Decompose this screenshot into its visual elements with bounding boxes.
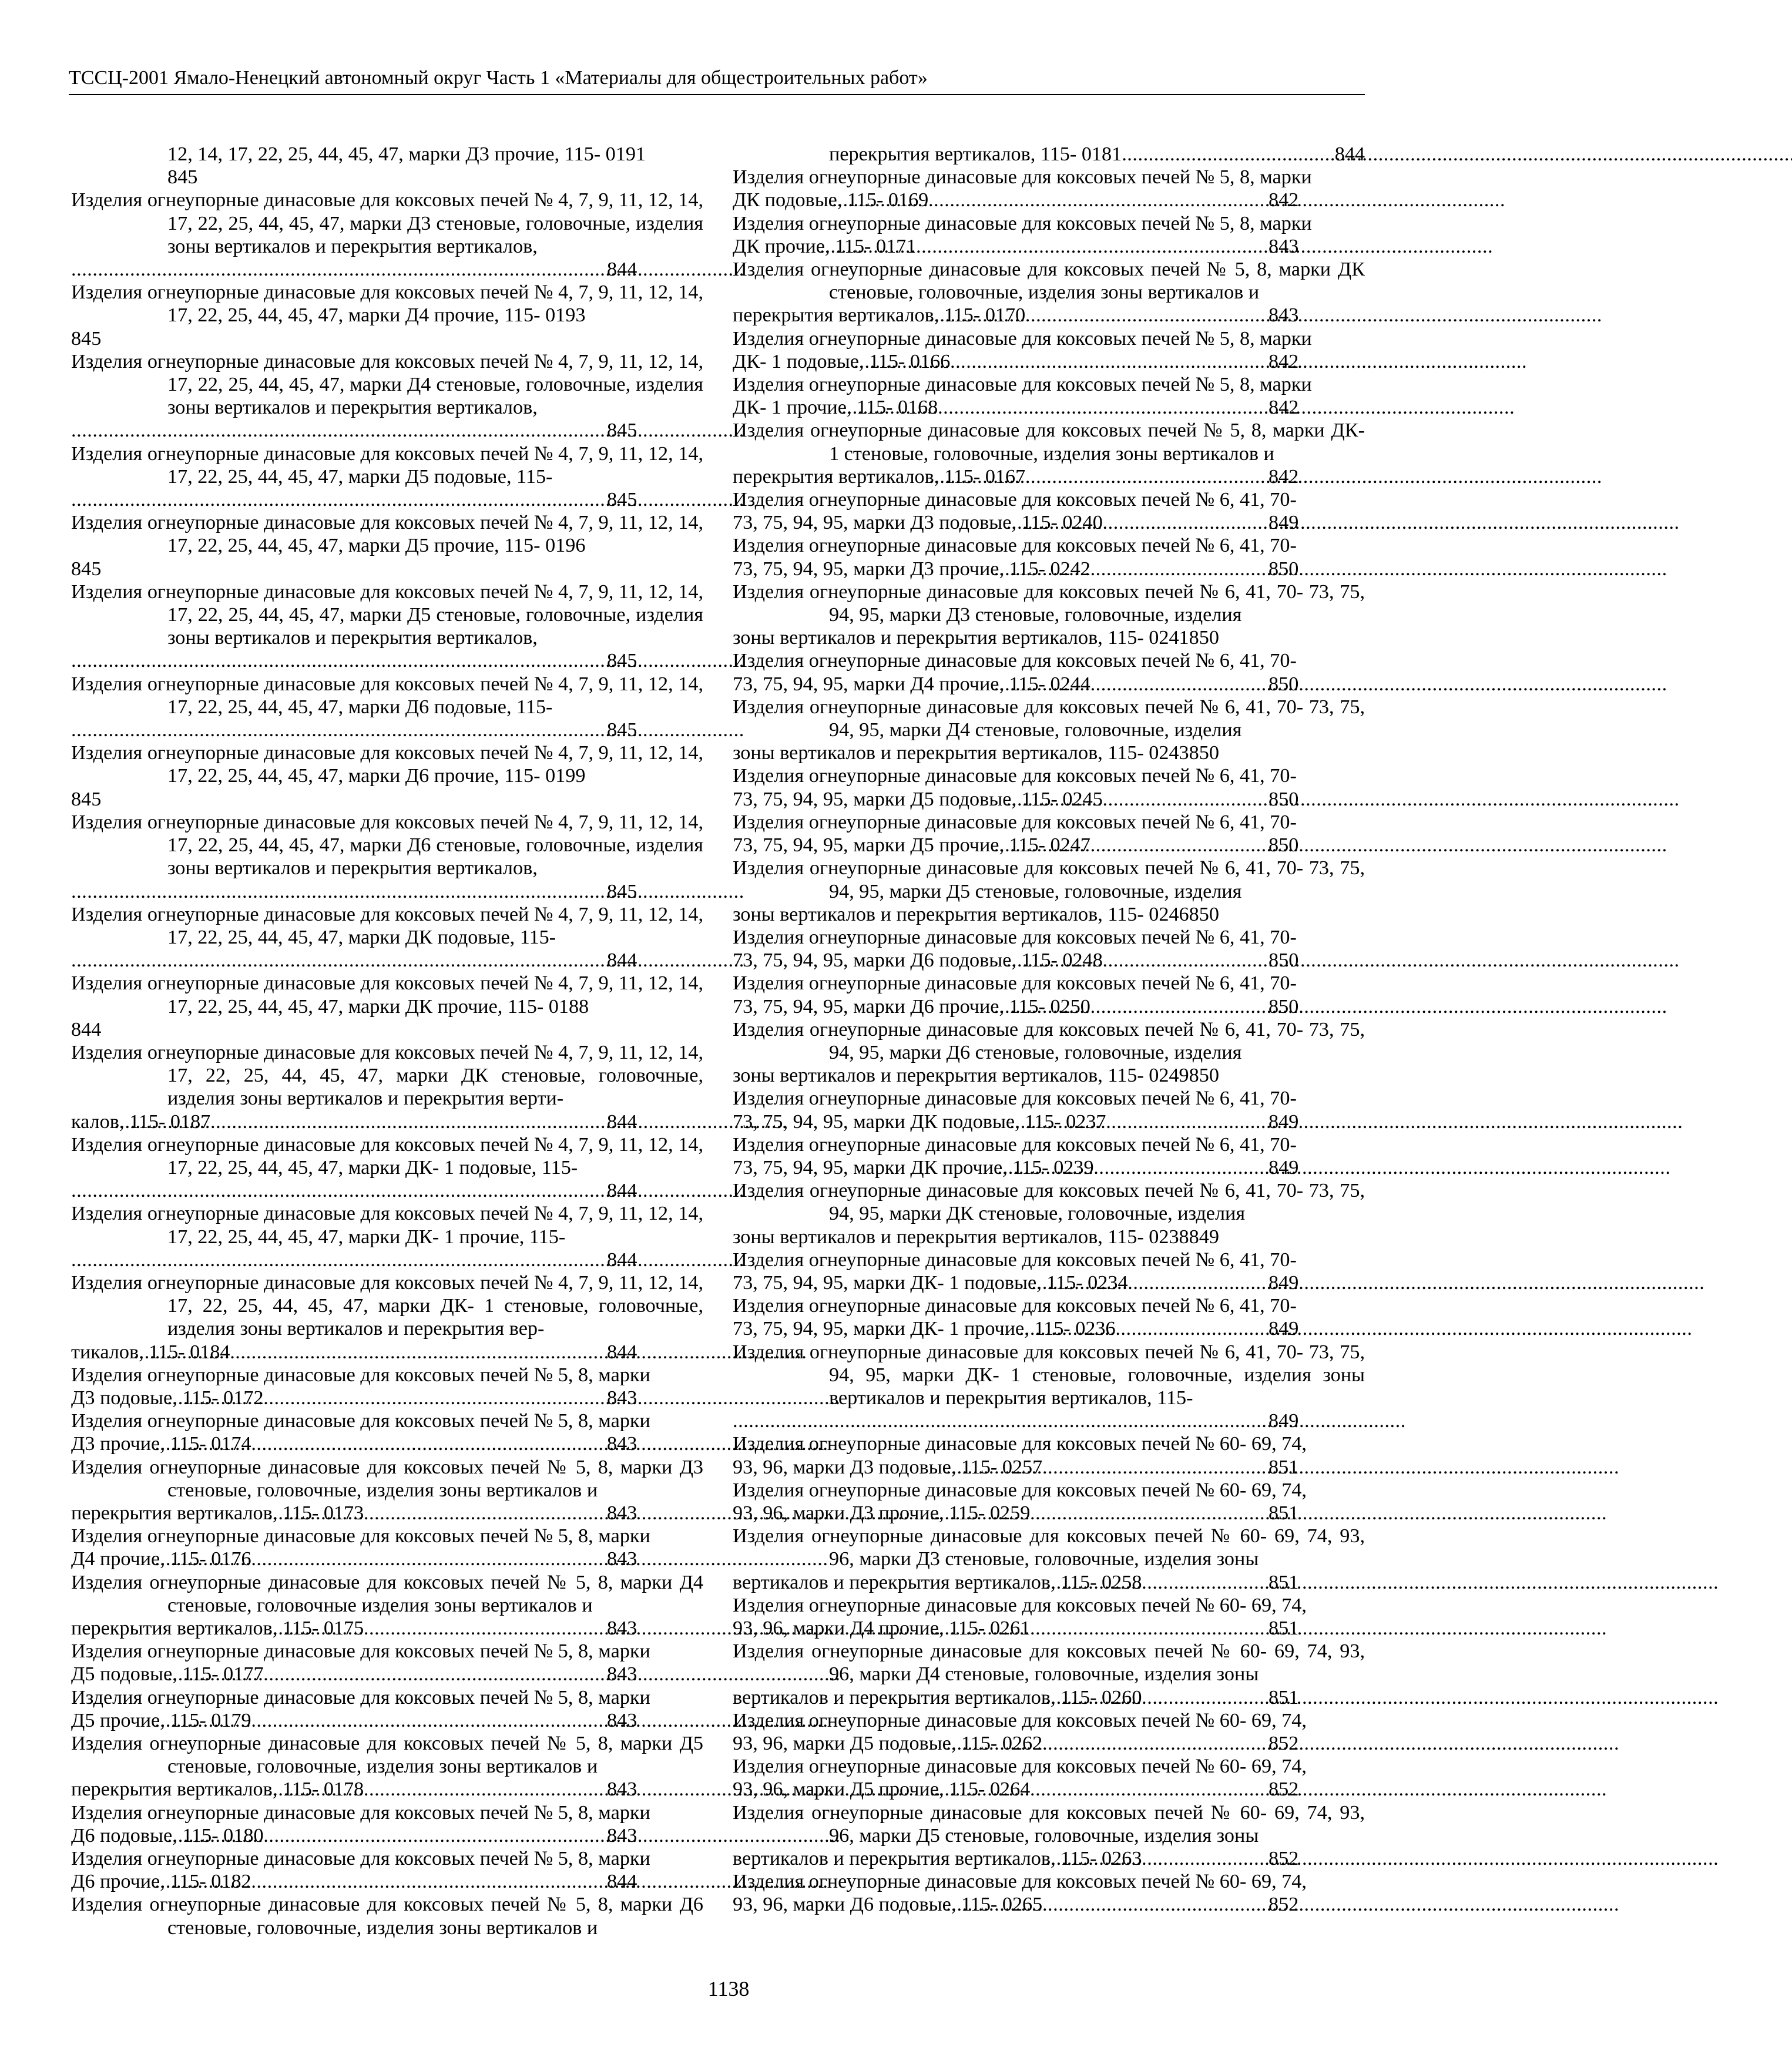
entry-leader-line xyxy=(71,1617,703,1640)
entry-code: вертикалов и перекрытия вертикалов, 115- 0263 xyxy=(733,1848,1142,1870)
entry-leader-line xyxy=(733,189,1365,212)
entry-text: 844 xyxy=(71,1018,102,1040)
entry-text: Изделия огнеупорные динасовые для коксовых печей № 4, 7, 9, 11, 12, 14, 17, 22, 25, 44, 45, 47, марки ДК- 1 подовые, 115- xyxy=(71,1133,703,1179)
entry-text: Изделия огнеупорные динасовые для коксовых печей № 6, 41, 70- xyxy=(733,1133,1297,1156)
dot-leader xyxy=(1025,465,1364,488)
entry-text: Изделия огнеупорные динасовые для коксовых печей № 6, 41, 70- xyxy=(733,535,1297,557)
dot-leader xyxy=(1042,1893,1364,1916)
entry-text: Изделия огнеупорные динасовые для коксовых печей № 4, 7, 9, 11, 12, 14, 17, 22, 25, 44, 45, 47, марки Д6 стеновые, головочные, изделия зоны вертикалов и перекрытия вертикалов, xyxy=(71,811,703,880)
entry-page-ref: 844 xyxy=(607,1341,637,1363)
entry-code: калов, 115- 0187 xyxy=(71,1110,211,1133)
entry-code: 73, 75, 94, 95, марки ДК прочие, 115- 0239 xyxy=(733,1156,1094,1179)
running-header: ТССЦ-2001 Ямало-Ненецкий автономный округ Часть 1 «Материалы для общестроительных работ» xyxy=(69,67,928,89)
dot-leader xyxy=(364,1778,702,1801)
entry-page-ref: 843 xyxy=(1269,235,1299,257)
index-entry xyxy=(733,1294,1365,1340)
entry-leader-line xyxy=(167,719,703,741)
dot-leader xyxy=(1103,949,1364,972)
entry-text: Изделия огнеупорные динасовые для коксовых печей № 5, 8, марки ДК стеновые, головочные, изделия зоны вертикалов и xyxy=(733,259,1365,304)
entry-text: Изделия огнеупорные динасовые для коксовых печей № 4, 7, 9, 11, 12, 14, 17, 22, 25, 44, 45, 47, марки Д4 прочие, 115- 0193 xyxy=(71,281,703,327)
entry-page-ref: 842 xyxy=(1269,465,1299,488)
entry-code: Д5 прочие, 115- 0179 xyxy=(71,1709,251,1731)
entry-page-ref: 845 xyxy=(607,719,637,741)
entry-text: Изделия огнеупорные динасовые для коксовых печей № 5, 8, марки xyxy=(71,1525,650,1548)
entry-code: вертикалов и перекрытия вертикалов, 115- 0258 xyxy=(733,1571,1142,1593)
index-entry xyxy=(71,281,703,350)
entry-text: Изделия огнеупорные динасовые для коксовых печей № 5, 8, марки xyxy=(733,166,1312,189)
index-entry xyxy=(71,673,703,742)
entry-leader-line xyxy=(733,558,1365,580)
entry-code: 73, 75, 94, 95, марки Д5 прочие, 115- 0247 xyxy=(733,834,1090,857)
entry-leader-line xyxy=(167,1179,703,1202)
entry-text: Изделия огнеупорные динасовые для коксовых печей № 5, 8, марки xyxy=(71,1410,650,1432)
entry-text: 12, 14, 17, 22, 25, 44, 45, 47, марки Д3 прочие, 115- 0191 xyxy=(167,143,646,165)
entry-leader-line xyxy=(71,1432,703,1455)
dot-leader xyxy=(1103,788,1364,811)
entry-page-ref: 843 xyxy=(607,1502,637,1524)
index-entry xyxy=(733,258,1365,327)
entry-page-ref: 851 xyxy=(1269,1571,1299,1593)
index-entry xyxy=(71,1133,703,1203)
entry-code: 93, 96, марки Д3 прочие, 115- 0259 xyxy=(733,1502,1031,1524)
entry-text: Изделия огнеупорные динасовые для коксовых печей № 6, 41, 70- xyxy=(733,972,1297,995)
entry-code: Д6 прочие, 115- 0182 xyxy=(71,1871,251,1893)
entry-text: Изделия огнеупорные динасовые для коксовых печей № 60- 69, 74, xyxy=(733,1433,1307,1455)
entry-page-ref: 844 xyxy=(1334,143,1365,165)
entry-leader-line xyxy=(733,995,1365,1018)
dot-leader xyxy=(1103,511,1364,534)
entry-page-ref: 843 xyxy=(607,1663,637,1686)
entry-text: Изделия огнеупорные динасовые для коксовых печей № 4, 7, 9, 11, 12, 14, 17, 22, 25, 44, 45, 47, марки Д5 прочие, 115- 0196 xyxy=(71,512,703,557)
index-entry xyxy=(733,1870,1365,1916)
entry-page-ref: 851 xyxy=(1269,1502,1299,1524)
entry-text: Изделия огнеупорные динасовые для коксовых печей № 6, 41, 70- xyxy=(733,489,1297,511)
header-rule xyxy=(69,94,1365,95)
entry-page-ref: 843 xyxy=(607,1709,637,1731)
index-entry xyxy=(71,811,703,903)
dot-leader xyxy=(364,1617,702,1640)
entry-leader-line xyxy=(733,1778,1365,1801)
entry-text: зоны вертикалов и перекрытия вертикалов, 115- 0243850 xyxy=(733,742,1219,764)
entry-text: 845 xyxy=(167,166,198,189)
entry-code: перекрытия вертикалов, 115- 0175 xyxy=(71,1617,364,1639)
entry-code: ДК прочие, 115- 0171 xyxy=(733,235,917,257)
entry-leader-line xyxy=(167,258,703,281)
dot-leader xyxy=(1142,1571,1364,1594)
entry-page-ref: 844 xyxy=(607,1180,637,1202)
entry-leader-line xyxy=(71,1502,703,1525)
index-entry xyxy=(71,741,703,811)
index-entry xyxy=(71,1364,703,1409)
index-entry xyxy=(71,1847,703,1893)
index-entry xyxy=(733,1525,1365,1594)
entry-leader-line xyxy=(733,465,1365,488)
entry-leader-line xyxy=(71,1663,703,1686)
index-entry xyxy=(733,327,1365,373)
entry-page-ref: 842 xyxy=(1269,350,1299,372)
dot-leader xyxy=(1128,1271,1364,1294)
dot-leader xyxy=(1025,304,1364,327)
index-entry xyxy=(733,419,1365,488)
dot-leader xyxy=(1142,1847,1364,1870)
entry-text: Изделия огнеупорные динасовые для коксовых печей № 4, 7, 9, 11, 12, 14, 17, 22, 25, 44, 45, 47, марки ДК- 1 стеновые, головочные, изделия зоны вертикалов и перекрытия вер- xyxy=(71,1271,703,1340)
dot-leader xyxy=(1090,834,1364,857)
entry-page-ref: 852 xyxy=(1269,1848,1299,1870)
entry-page-ref: 843 xyxy=(1269,304,1299,327)
entry-text: Изделия огнеупорные динасовые для коксовых печей № 4, 7, 9, 11, 12, 14, 17, 22, 25, 44, 45, 47, марки ДК подовые, 115- xyxy=(71,903,703,948)
entry-leader-line xyxy=(167,1248,703,1271)
index-entry xyxy=(733,857,1365,926)
entry-code: Д6 подовые, 115- 0180 xyxy=(71,1824,264,1847)
entry-leader-line xyxy=(733,396,1365,419)
entry-text: Изделия огнеупорные динасовые для коксовых печей № 60- 69, 74, xyxy=(733,1479,1307,1501)
entry-text: зоны вертикалов и перекрытия вертикалов, 115- 0241850 xyxy=(733,627,1219,649)
entry-code: 73, 75, 94, 95, марки Д4 прочие, 115- 0244 xyxy=(733,673,1090,695)
entry-leader-line xyxy=(733,949,1365,972)
entry-leader-line xyxy=(733,304,1365,327)
dot-leader xyxy=(1030,1502,1364,1525)
entry-text: Изделия огнеупорные динасовые для коксовых печей № 4, 7, 9, 11, 12, 14, 17, 22, 25, 44, 45, 47, марки Д5 подовые, 115- xyxy=(71,442,703,488)
entry-code: вертикалов и перекрытия вертикалов, 115- 0260 xyxy=(733,1686,1142,1708)
entry-leader-line xyxy=(733,350,1365,373)
entry-leader-line xyxy=(829,1409,1365,1432)
index-entry xyxy=(71,511,703,580)
entry-code: 73, 75, 94, 95, марки Д6 прочие, 115- 0250 xyxy=(733,995,1090,1018)
dot-leader xyxy=(1094,1156,1364,1179)
entry-code: 73, 75, 94, 95, марки ДК- 1 подовые, 115- 0234 xyxy=(733,1271,1128,1294)
index-entry xyxy=(71,972,703,1041)
index-entry xyxy=(733,1179,1365,1248)
entry-text: Изделия огнеупорные динасовые для коксовых печей № 6, 41, 70- xyxy=(733,765,1297,787)
index-entry xyxy=(71,903,703,972)
entry-leader-line xyxy=(167,488,703,511)
index-entry xyxy=(733,1479,1365,1525)
entry-leader-line xyxy=(733,1110,1365,1133)
entry-text: Изделия огнеупорные динасовые для коксовых печей № 6, 41, 70- xyxy=(733,650,1297,672)
entry-text: Изделия огнеупорные динасовые для коксовых печей № 5, 8, марки xyxy=(71,1364,650,1386)
entry-page-ref: 850 xyxy=(1269,834,1299,857)
entry-page-ref: 843 xyxy=(607,1387,637,1409)
entry-code: перекрытия вертикалов, 115- 0167 xyxy=(733,465,1026,488)
dot-leader xyxy=(1142,1686,1364,1709)
index-entry xyxy=(71,1571,703,1640)
entry-code: 73, 75, 94, 95, марки Д3 подовые, 115- 0240 xyxy=(733,512,1103,534)
entry-leader-line xyxy=(71,1110,703,1133)
entry-leader-line xyxy=(167,649,703,672)
index-entry xyxy=(733,166,1365,212)
index-entry xyxy=(71,580,703,673)
entry-text: Изделия огнеупорные динасовые для коксовых печей № 5, 8, марки Д6 стеновые, головочные, изделия зоны вертикалов и xyxy=(71,1894,703,1939)
index-entry xyxy=(733,488,1365,534)
index-entry xyxy=(733,926,1365,972)
entry-code: перекрытия вертикалов, 115- 0181 xyxy=(829,143,1122,165)
entry-leader-line xyxy=(167,880,703,903)
index-entry xyxy=(71,1686,703,1732)
entry-page-ref: 852 xyxy=(1269,1733,1299,1755)
entry-text: 845 xyxy=(71,558,102,580)
entry-text: Изделия огнеупорные динасовые для коксовых печей № 6, 41, 70- xyxy=(733,1248,1297,1271)
entry-page-ref: 852 xyxy=(1269,1894,1299,1916)
entry-leader-line xyxy=(733,1571,1365,1594)
index-entry xyxy=(733,212,1365,258)
index-entry xyxy=(71,1893,703,1939)
entry-code: 73, 75, 94, 95, марки Д6 подовые, 115- 0248 xyxy=(733,949,1103,972)
entry-text: Изделия огнеупорные динасовые для коксовых печей № 6, 41, 70- 73, 75, 94, 95, марки ДК стеновые, головочные, изделия xyxy=(733,1180,1365,1225)
entry-text: Изделия огнеупорные динасовые для коксовых печей № 6, 41, 70- 73, 75, 94, 95, марки Д5 стеновые, головочные, изделия xyxy=(733,857,1365,902)
entry-text: Изделия огнеупорные динасовые для коксовых печей № 6, 41, 70- xyxy=(733,1087,1297,1110)
entry-leader-line xyxy=(71,1778,703,1801)
entry-text: Изделия огнеупорные динасовые для коксовых печей № 5, 8, марки xyxy=(71,1801,650,1824)
entry-code: 73, 75, 94, 95, марки Д3 прочие, 115- 0242 xyxy=(733,558,1090,580)
page-number: 1138 xyxy=(707,1977,750,2000)
entry-page-ref: 850 xyxy=(1269,949,1299,972)
entry-text: Изделия огнеупорные динасовые для коксовых печей № 60- 69, 74, xyxy=(733,1871,1307,1893)
entry-code: 93, 96, марки Д6 подовые, 115- 0265 xyxy=(733,1894,1043,1916)
entry-page-ref: 851 xyxy=(1269,1686,1299,1708)
entry-page-ref: 844 xyxy=(607,1110,637,1133)
entry-page-ref: 852 xyxy=(1269,1778,1299,1801)
entry-page-ref: 849 xyxy=(1269,1410,1299,1432)
entry-text: Изделия огнеупорные динасовые для коксовых печей № 60- 69, 74, xyxy=(733,1594,1307,1616)
entry-text: Изделия огнеупорные динасовые для коксовых печей № 5, 8, марки Д3 стеновые, головочные, изделия зоны вертикалов и xyxy=(71,1456,703,1501)
entry-page-ref: 851 xyxy=(1269,1617,1299,1639)
index-entry xyxy=(71,1409,703,1455)
entry-page-ref: 850 xyxy=(1269,788,1299,810)
index-column-left xyxy=(71,143,703,1939)
entry-page-ref: 850 xyxy=(1269,558,1299,580)
dot-leader xyxy=(1122,143,1334,166)
entry-code: Д5 подовые, 115- 0177 xyxy=(71,1663,264,1686)
entry-leader-line xyxy=(167,949,703,972)
entry-page-ref: 845 xyxy=(607,880,637,902)
index-entry xyxy=(733,1755,1365,1801)
dot-leader xyxy=(950,350,1364,373)
index-entry xyxy=(71,1202,703,1271)
entry-leader-line xyxy=(733,834,1365,857)
entry-text: Изделия огнеупорные динасовые для коксовых печей № 5, 8, марки Д5 стеновые, головочные, изделия зоны вертикалов и xyxy=(71,1733,703,1778)
index-entry xyxy=(733,1594,1365,1640)
entry-page-ref: 844 xyxy=(607,259,637,281)
entry-code: Д3 подовые, 115- 0172 xyxy=(71,1387,264,1409)
index-entry xyxy=(733,764,1365,810)
entry-leader-line xyxy=(71,1824,703,1847)
entry-text: 845 xyxy=(71,788,102,810)
index-entry xyxy=(71,442,703,512)
entry-code: 93, 96, марки Д5 прочие, 115- 0264 xyxy=(733,1778,1031,1801)
index-entry xyxy=(71,1271,703,1364)
entry-code: ДК- 1 прочие, 115- 0168 xyxy=(733,397,938,419)
index-entry xyxy=(71,1525,703,1570)
entry-page-ref: 850 xyxy=(1269,995,1299,1018)
entry-text: Изделия огнеупорные динасовые для коксовых печей № 6, 41, 70- 73, 75, 94, 95, марки ДК- 1 стеновые, головочные, изделия зоны вертикалов и перекрытия вертикалов, 115- xyxy=(733,1341,1365,1409)
entry-leader-line xyxy=(733,673,1365,696)
index-entry xyxy=(733,143,1365,166)
index-entry xyxy=(71,1732,703,1801)
entry-leader-line xyxy=(71,1709,703,1732)
entry-text: Изделия огнеупорные динасовые для коксовых печей № 6, 41, 70- xyxy=(733,926,1297,948)
entry-page-ref: 849 xyxy=(1269,512,1299,534)
index-entry xyxy=(71,1041,703,1133)
dot-leader xyxy=(1030,1778,1364,1801)
entry-leader-line xyxy=(829,143,1365,166)
dot-leader xyxy=(1030,1617,1364,1640)
entry-text: Изделия огнеупорные динасовые для коксовых печей № 6, 41, 70- 73, 75, 94, 95, марки Д4 стеновые, головочные, изделия xyxy=(733,696,1365,741)
entry-text: зоны вертикалов и перекрытия вертикалов, 115- 0246850 xyxy=(733,903,1219,925)
dot-leader xyxy=(1116,1317,1364,1340)
entry-page-ref: 849 xyxy=(1269,1110,1299,1133)
entry-text: Изделия огнеупорные динасовые для коксовых печей № 5, 8, марки xyxy=(733,327,1312,350)
index-entry xyxy=(733,1801,1365,1871)
entry-page-ref: 843 xyxy=(607,1617,637,1639)
entry-code: 73, 75, 94, 95, марки Д5 подовые, 115- 0245 xyxy=(733,788,1103,810)
entry-leader-line xyxy=(71,1870,703,1893)
index-entry xyxy=(733,580,1365,650)
index-entry xyxy=(733,1640,1365,1709)
entry-text: Изделия огнеупорные динасовые для коксовых печей № 5, 8, марки xyxy=(733,212,1312,234)
dot-leader xyxy=(1106,1110,1364,1133)
dot-leader xyxy=(1042,1456,1364,1479)
entry-leader-line xyxy=(71,1387,703,1409)
entry-page-ref: 845 xyxy=(607,650,637,672)
entry-code: 93, 96, марки Д4 прочие, 115- 0261 xyxy=(733,1617,1031,1639)
index-entry xyxy=(71,143,703,189)
entry-text: Изделия огнеупорные динасовые для коксовых печей № 60- 69, 74, xyxy=(733,1755,1307,1778)
index-entry xyxy=(71,350,703,442)
entry-page-ref: 849 xyxy=(1269,1271,1299,1294)
index-entry xyxy=(733,1341,1365,1433)
entry-text: Изделия огнеупорные динасовые для коксовых печей № 60- 69, 74, xyxy=(733,1709,1307,1731)
entry-leader-line xyxy=(733,1271,1365,1294)
entry-text: Изделия огнеупорные динасовые для коксовых печей № 5, 8, марки xyxy=(71,1848,650,1870)
entry-leader-line xyxy=(733,788,1365,811)
entry-code: 73, 75, 94, 95, марки ДК подовые, 115- 0237 xyxy=(733,1110,1106,1133)
entry-page-ref: 849 xyxy=(1269,1318,1299,1340)
dot-leader xyxy=(1090,673,1364,696)
entry-text: Изделия огнеупорные динасовые для коксовых печей № 6, 41, 70- xyxy=(733,1295,1297,1317)
entry-code: перекрытия вертикалов, 115- 0170 xyxy=(733,304,1026,327)
entry-text: Изделия огнеупорные динасовые для коксовых печей № 4, 7, 9, 11, 12, 14, 17, 22, 25, 44, 45, 47, марки ДК стеновые, головочные, изделия зоны вертикалов и перекрытия верти- xyxy=(71,1041,703,1110)
entry-page-ref: 845 xyxy=(607,419,637,442)
index-entry xyxy=(733,1709,1365,1755)
entry-text: Изделия огнеупорные динасовые для коксовых печей № 4, 7, 9, 11, 12, 14, 17, 22, 25, 44, 45, 47, марки ДК- 1 прочие, 115- xyxy=(71,1203,703,1248)
entry-code: 73, 75, 94, 95, марки ДК- 1 прочие, 115- 0236 xyxy=(733,1318,1116,1340)
entry-leader-line xyxy=(733,1686,1365,1709)
index-entry xyxy=(71,1456,703,1525)
entry-page-ref: 843 xyxy=(607,1778,637,1801)
dot-leader xyxy=(1090,995,1364,1018)
entry-page-ref: 844 xyxy=(607,949,637,972)
entry-leader-line xyxy=(733,1732,1365,1755)
entry-page-ref: 851 xyxy=(1269,1456,1299,1478)
index-entry xyxy=(71,189,703,281)
entry-text: Изделия огнеупорные динасовые для коксовых печей № 5, 8, марки ДК- 1 стеновые, головочные, изделия зоны вертикалов и xyxy=(733,419,1365,465)
entry-text: Изделия огнеупорные динасовые для коксовых печей № 4, 7, 9, 11, 12, 14, 17, 22, 25, 44, 45, 47, марки Д6 подовые, 115- xyxy=(71,673,703,718)
dot-leader xyxy=(1090,558,1364,580)
entry-text: Изделия огнеупорные динасовые для коксовых печей № 6, 41, 70- xyxy=(733,811,1297,833)
entry-text: Изделия огнеупорные динасовые для коксовых печей № 5, 8, марки xyxy=(71,1640,650,1663)
entry-page-ref: 845 xyxy=(607,489,637,511)
entry-code: Д4 прочие, 115- 0176 xyxy=(71,1548,251,1570)
dot-leader xyxy=(1042,1732,1364,1755)
entry-code: ДК подовые, 115- 0169 xyxy=(733,189,929,212)
entry-text: Изделия огнеупорные динасовые для коксовых печей № 5, 8, марки xyxy=(733,374,1312,396)
index-column-right xyxy=(733,143,1365,1916)
entry-page-ref: 844 xyxy=(607,1248,637,1271)
entry-code: тикалов, 115- 0184 xyxy=(71,1341,230,1363)
index-entry xyxy=(733,972,1365,1018)
entry-text: Изделия огнеупорные динасовые для коксовых печей № 5, 8, марки Д4 стеновые, головочные изделия зоны вертикалов и xyxy=(71,1571,703,1616)
entry-leader-line xyxy=(733,1502,1365,1525)
entry-leader-line xyxy=(733,1156,1365,1179)
entry-text: Изделия огнеупорные динасовые для коксовых печей № 60- 69, 74, 93, 96, марки Д3 стеновые, головочные, изделия зоны xyxy=(733,1525,1365,1570)
entry-code: 93, 96, марки Д5 подовые, 115- 0262 xyxy=(733,1733,1043,1755)
index-entry xyxy=(733,1018,1365,1087)
entry-text: 845 xyxy=(71,327,102,350)
dot-leader xyxy=(364,1502,702,1525)
index-entry xyxy=(71,1640,703,1686)
entry-page-ref: 850 xyxy=(1269,673,1299,695)
entry-text: Изделия огнеупорные динасовые для коксовых печей № 5, 8, марки xyxy=(71,1686,650,1708)
index-entry xyxy=(733,649,1365,695)
entry-leader-line xyxy=(733,1847,1365,1870)
index-entry xyxy=(71,1801,703,1847)
entry-text: Изделия огнеупорные динасовые для коксовых печей № 4, 7, 9, 11, 12, 14, 17, 22, 25, 44, 45, 47, марки Д6 прочие, 115- 0199 xyxy=(71,742,703,787)
entry-leader-line xyxy=(733,1317,1365,1340)
entry-page-ref: 844 xyxy=(607,1871,637,1893)
entry-code: перекрытия вертикалов, 115- 0173 xyxy=(71,1502,364,1524)
entry-page-ref: 843 xyxy=(607,1433,637,1455)
entry-leader-line xyxy=(71,1341,703,1364)
entry-page-ref: 842 xyxy=(1269,189,1299,212)
entry-code: 93, 96, марки Д3 подовые, 115- 0257 xyxy=(733,1456,1043,1478)
index-entry xyxy=(733,696,1365,765)
entry-text: Изделия огнеупорные динасовые для коксовых печей № 6, 41, 70- 73, 75, 94, 95, марки Д6 стеновые, головочные, изделия xyxy=(733,1018,1365,1063)
entry-code: перекрытия вертикалов, 115- 0178 xyxy=(71,1778,364,1801)
index-entry xyxy=(733,373,1365,419)
entry-text: Изделия огнеупорные динасовые для коксовых печей № 60- 69, 74, 93, 96, марки Д5 стеновые, головочные, изделия зоны xyxy=(733,1801,1365,1847)
entry-leader-line xyxy=(71,1548,703,1570)
entry-code: ДК- 1 подовые, 115- 0166 xyxy=(733,350,951,372)
entry-page-ref: 843 xyxy=(607,1824,637,1847)
index-entry xyxy=(733,534,1365,580)
dot-leader xyxy=(938,396,1364,419)
entry-page-ref: 843 xyxy=(607,1548,637,1570)
entry-text: Изделия огнеупорные динасовые для коксовых печей № 4, 7, 9, 11, 12, 14, 17, 22, 25, 44, 45, 47, марки Д5 стеновые, головочные, изделия зоны вертикалов и перекрытия вертикалов, xyxy=(71,580,703,649)
entry-text: Изделия огнеупорные динасовые для коксовых печей № 4, 7, 9, 11, 12, 14, 17, 22, 25, 44, 45, 47, марки Д4 стеновые, головочные, изделия зоны вертикалов и перекрытия вертикалов, xyxy=(71,350,703,419)
entry-text: Изделия огнеупорные динасовые для коксовых печей № 60- 69, 74, 93, 96, марки Д4 стеновые, головочные, изделия зоны xyxy=(733,1640,1365,1686)
entry-page-ref: 849 xyxy=(1269,1156,1299,1179)
entry-leader-line xyxy=(733,1893,1365,1916)
entry-leader-line xyxy=(733,1617,1365,1640)
entry-text: Изделия огнеупорные динасовые для коксовых печей № 6, 41, 70- 73, 75, 94, 95, марки Д3 стеновые, головочные, изделия xyxy=(733,580,1365,626)
index-entry xyxy=(733,1432,1365,1478)
entry-leader-line xyxy=(167,419,703,442)
index-entry xyxy=(733,1248,1365,1294)
index-entry xyxy=(733,811,1365,857)
entry-text: зоны вертикалов и перекрытия вертикалов, 115- 0249850 xyxy=(733,1065,1219,1087)
entry-code: Д3 прочие, 115- 0174 xyxy=(71,1433,251,1455)
entry-text: Изделия огнеупорные динасовые для коксовых печей № 4, 7, 9, 11, 12, 14, 17, 22, 25, 44, 45, 47, марки ДК прочие, 115- 0188 xyxy=(71,972,703,1018)
entry-text: зоны вертикалов и перекрытия вертикалов, 115- 0238849 xyxy=(733,1226,1219,1248)
entry-page-ref: 842 xyxy=(1269,397,1299,419)
entry-leader-line xyxy=(733,1456,1365,1479)
entry-leader-line xyxy=(733,235,1365,258)
entry-text: Изделия огнеупорные динасовые для коксовых печей № 4, 7, 9, 11, 12, 14, 17, 22, 25, 44, 45, 47, марки Д3 стеновые, головочные, изделия зоны вертикалов и перекрытия вертикалов, xyxy=(71,189,703,257)
index-entry xyxy=(733,1133,1365,1179)
index-entry xyxy=(733,1087,1365,1133)
entry-leader-line xyxy=(733,511,1365,534)
